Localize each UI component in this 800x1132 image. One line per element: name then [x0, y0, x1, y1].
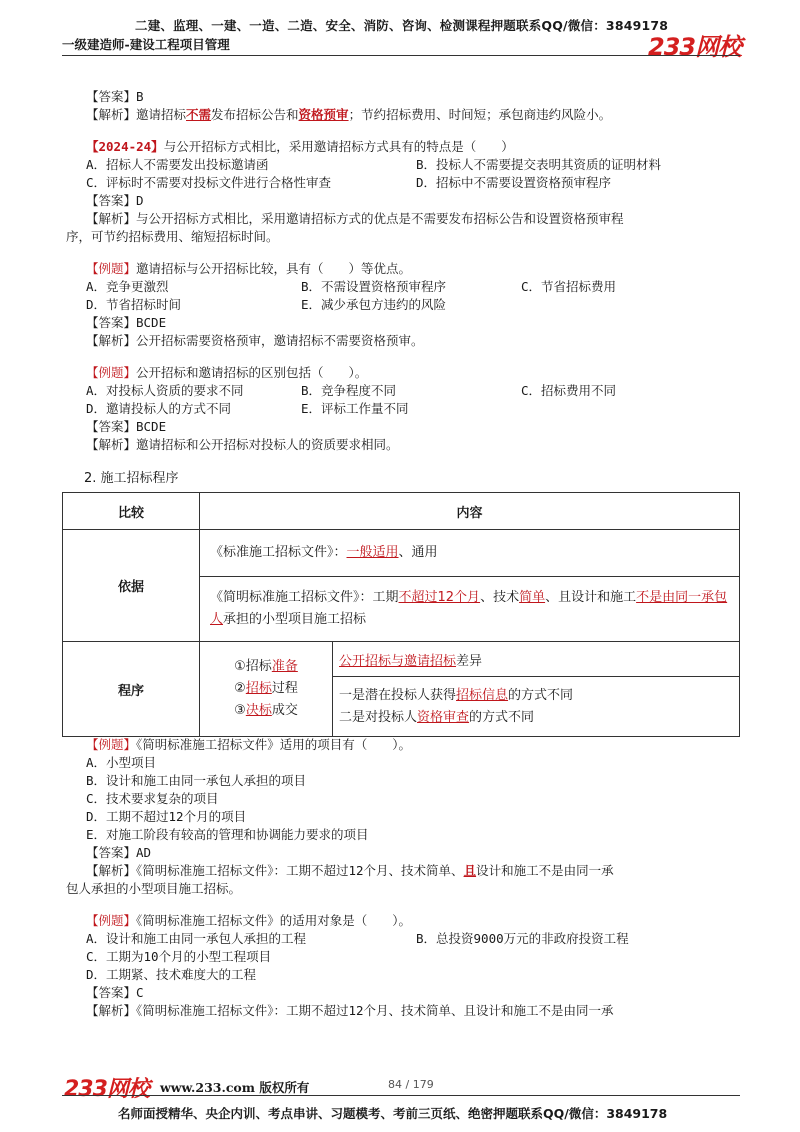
- brand-logo: 233网校: [648, 33, 742, 61]
- difference-list: [333, 677, 740, 737]
- options-row: C．评标时不需要对投标文件进行合格性审查 D．招标中不需要设置资格预审程序: [86, 175, 612, 190]
- step: ③决标成交: [234, 703, 298, 718]
- difference-item: 二是对投标人资格审查的方式不同: [339, 709, 535, 725]
- question-tag: 【例题】: [86, 365, 137, 380]
- options-row: A．设计和施工由同一承包人承担的工程 B．总投资9000万元的非政府投资工程: [86, 931, 629, 946]
- row-label: 依据: [63, 530, 200, 642]
- answer: 【答案】D: [86, 193, 144, 208]
- question-stem: 【例题】《简明标准施工招标文件》的适用对象是（ ）。: [86, 913, 412, 928]
- question-block-3: [86, 364, 746, 454]
- table-cell: [200, 642, 740, 737]
- options-row: A．竞争更激烈 B．不需设置资格预审程序 C．节省招标费用: [86, 279, 617, 294]
- question-block-1: [66, 138, 746, 246]
- option: E．对施工阶段有较高的管理和协调能力要求的项目: [86, 827, 369, 842]
- answer: 【答案】BCDE: [86, 419, 167, 434]
- options-row: A．对投标人资质的要求不同 B．竞争程度不同 C．招标费用不同: [86, 383, 617, 398]
- option: C．工期为10个月的小型工程项目: [86, 949, 272, 964]
- options-row: A．招标人不需要发出投标邀请函 B．投标人不需要提交表明其资质的证明材料: [86, 157, 662, 172]
- document-body-lower: [66, 736, 746, 1032]
- question-stem: 【2024-24】与公开招标方式相比，采用邀请招标方式具有的特点是（ ）: [86, 139, 514, 154]
- options-row: D．节省招标时间 E．减少承包方违约的风险: [86, 297, 447, 312]
- footer-contact: 名师面授精华、央企内训、考点串讲、习题模考、考前三页纸、绝密押题联系QQ/微信：3849178: [118, 1106, 668, 1121]
- option: B．设计和施工由同一承包人承担的项目: [86, 773, 307, 788]
- row-label: 程序: [63, 642, 200, 737]
- table-cell: 《标准施工招标文件》：一般适用、通用: [200, 530, 740, 577]
- column-header: 内容: [200, 493, 740, 530]
- section-heading: 2. 施工招标程序: [84, 471, 179, 486]
- step: ①招标准备: [234, 659, 298, 674]
- comparison-table: [62, 492, 740, 737]
- analysis: 【解析】《简明标准施工招标文件》：工期不超过12个月、技术简单、且设计和施工不是由同一承: [86, 1003, 614, 1018]
- page-number: 84 / 179: [388, 1078, 434, 1091]
- answer: 【答案】C: [86, 985, 144, 1000]
- difference-item: 一是潜在投标人获得招标信息的方式不同: [339, 687, 574, 703]
- difference-title: 公开招标与邀请招标差异: [333, 642, 740, 677]
- header-subject: 一级建造师-建设工程项目管理: [62, 37, 230, 52]
- header-contact: 二建、监理、一建、一造、二造、安全、消防、咨询、检测课程押题联系QQ/微信：3849178: [135, 18, 669, 33]
- analysis-continued: 包人承担的小型项目施工招标。: [66, 881, 242, 896]
- analysis: 【解析】《简明标准施工招标文件》：工期不超过12个月、技术简单、且设计和施工不是由同一承: [86, 863, 614, 878]
- analysis: 【解析】公开招标需要资格预审，邀请招标不需要资格预审。: [86, 333, 424, 348]
- footer-copyright: www.233.com 版权所有: [160, 1080, 310, 1095]
- table-row: [63, 642, 740, 737]
- options-row: D．邀请投标人的方式不同 E．评标工作量不同: [86, 401, 409, 416]
- header-divider: [62, 55, 740, 56]
- option: D．工期紧、技术难度大的工程: [86, 967, 257, 982]
- question-stem: 【例题】《简明标准施工招标文件》适用的项目有（ ）。: [86, 737, 412, 752]
- question-block-4: [66, 736, 746, 898]
- question-tag: 【2024-24】: [86, 139, 164, 154]
- option: A．小型项目: [86, 755, 157, 770]
- procedure-steps: [200, 642, 333, 736]
- column-header: 比较: [63, 493, 200, 530]
- footer-divider: [62, 1095, 740, 1096]
- option: D．工期不超过12个月的项目: [86, 809, 247, 824]
- table-header-row: [63, 493, 740, 530]
- answer: 【答案】BCDE: [86, 315, 167, 330]
- question-tag: 【例题】: [86, 913, 137, 928]
- answer: 【答案】AD: [86, 845, 152, 860]
- question-stem: 【例题】邀请招标与公开招标比较，具有（ ）等优点。: [86, 261, 412, 276]
- analysis: 【解析】邀请招标不需发布招标公告和资格预审；节约招标费用、时间短；承包商违约风险小。: [86, 107, 612, 122]
- option: C．技术要求复杂的项目: [86, 791, 219, 806]
- question-block-0: [86, 88, 746, 124]
- question-tag: 【例题】: [86, 261, 137, 276]
- analysis: 【解析】邀请招标和公开招标对投标人的资质要求相同。: [86, 437, 399, 452]
- step: ②招标过程: [234, 681, 298, 696]
- table-row: [63, 530, 740, 577]
- analysis: 【解析】与公开招标方式相比，采用邀请招标方式的优点是不需要发布招标公告和设置资格预审程: [86, 211, 624, 226]
- question-block-5: [86, 912, 746, 1020]
- analysis-continued: 序，可节约招标费用、缩短招标时间。: [66, 229, 279, 244]
- nested-table: [200, 642, 739, 736]
- document-body: [66, 88, 746, 498]
- question-block-2: [86, 260, 746, 350]
- table-cell: 《简明标准施工招标文件》：工期不超过12个月、技术简单、且设计和施工不是由同一承包人承担的小型项目施工招标: [200, 577, 740, 642]
- question-tag: 【例题】: [86, 737, 137, 752]
- question-stem: 【例题】公开招标和邀请招标的区别包括（ ）。: [86, 365, 368, 380]
- answer: 【答案】B: [86, 89, 144, 104]
- footer-logo: 233网校: [64, 1077, 149, 1102]
